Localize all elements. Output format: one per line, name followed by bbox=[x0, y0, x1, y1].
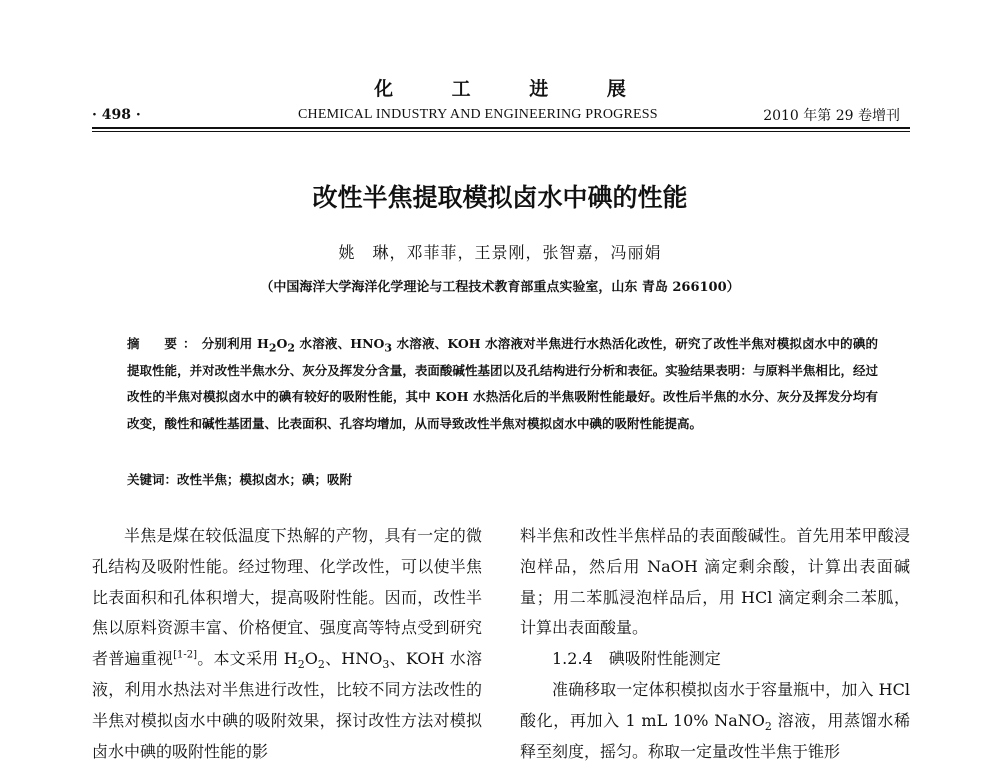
journal-name-english: CHEMICAL INDUSTRY AND ENGINEERING PROGRESS bbox=[298, 107, 658, 122]
abstract-text: 水溶液、HNO bbox=[295, 336, 385, 351]
author-list: 姚 琳，邓菲菲，王景刚，张智嘉，冯丽娟 bbox=[338, 243, 662, 262]
volume-issue: 2010 年第 29 卷增刊 bbox=[763, 108, 900, 124]
body-text: 。本文采用 H bbox=[197, 649, 298, 669]
subscript: 3 bbox=[384, 341, 393, 355]
subscript: 2 bbox=[317, 658, 325, 672]
body-text: 溶液，用蒸馏水稀释至刻度，摇匀。称取一定量改性半焦于锥形 bbox=[520, 710, 910, 761]
subscript: 2 bbox=[268, 341, 277, 355]
subscript: 2 bbox=[287, 341, 296, 355]
keywords bbox=[127, 470, 352, 488]
subscript: 2 bbox=[297, 658, 305, 672]
article-title: 改性半焦提取模拟卤水中碘的性能 bbox=[312, 183, 688, 212]
header-rule-thick bbox=[92, 127, 910, 129]
abstract-label: 摘 要： bbox=[127, 336, 202, 351]
subscript: 2 bbox=[764, 719, 772, 733]
body-paragraph: 料半焦和改性半焦样品的表面酸碱性。首先用苯甲酸浸泡样品，然后用 NaOH 滴定剩余酸，计算出表面碱量；用二苯胍浸泡样品后，用 HCl 滴定剩余二苯胍，计算出表面酸量。 bbox=[520, 526, 910, 638]
citation-ref: [1-2] bbox=[173, 649, 198, 661]
abstract-text: 分别利用 H bbox=[201, 336, 269, 351]
body-column-left bbox=[92, 521, 482, 767]
body-paragraph bbox=[520, 675, 910, 767]
body-text: 半焦是煤在较低温度下热解的产物，具有一定的微孔结构及吸附性能。经过物理、化学改性，可以使半焦比表面积和孔体积增大，提高吸附性能。因而，改性半焦以原料资源丰富、价格便宜、强度高等特点受到研究者普遍重视 bbox=[92, 526, 482, 669]
keywords-label: 关键词： bbox=[127, 472, 178, 487]
body-text: 、HNO bbox=[324, 649, 383, 669]
page-number: · 498 · bbox=[92, 107, 141, 123]
body-text: 、KOH 水溶液，利用水热法对半焦进行改性，比较不同方法改性的半焦对模拟卤水中碘的吸附效果，探讨改性方法对模拟卤水中碘的吸附性能的影 bbox=[92, 649, 482, 761]
abstract-text: O bbox=[276, 336, 288, 351]
body-text: O bbox=[304, 649, 318, 669]
body-text: 准确移取一定体积模拟卤水于容量瓶中，加入 HCl 酸化，再加入 1 mL 10% NaNO bbox=[520, 679, 910, 730]
affiliation: （中国海洋大学海洋化学理论与工程技术教育部重点实验室，山东 青岛 266100） bbox=[260, 280, 740, 295]
subscript: 3 bbox=[382, 658, 390, 672]
body-column-right bbox=[520, 521, 910, 767]
keywords-text: 改性半焦；模拟卤水；碘；吸附 bbox=[177, 472, 353, 487]
body-paragraph bbox=[92, 521, 482, 767]
section-heading: 1.2.4 碘吸附性能测定 bbox=[552, 649, 721, 669]
header-rule-thin bbox=[92, 131, 910, 132]
abstract bbox=[127, 331, 878, 437]
abstract-text: 水溶液、KOH 水溶液对半焦进行水热活化改性，研究了改性半焦对模拟卤水中的碘的提取性能，并对改性半焦水分、灰分及挥发分含量，表面酸碱性基团以及孔结构进行分析和表征。实验结果表明：与原料半焦相比，经过改性的半焦对模拟卤水中的碘有较好的吸附性能，其中 KOH 水热活化后的半焦吸附性能最好。改性后半焦的水分、灰分及挥发分均有改变，酸性和碱性基团量、比表面积、孔容均增加，从而导致改性半焦对模拟卤水中碘的吸附性能提高。 bbox=[127, 336, 878, 431]
journal-name-chinese: 化 工 进 展 bbox=[374, 78, 652, 100]
